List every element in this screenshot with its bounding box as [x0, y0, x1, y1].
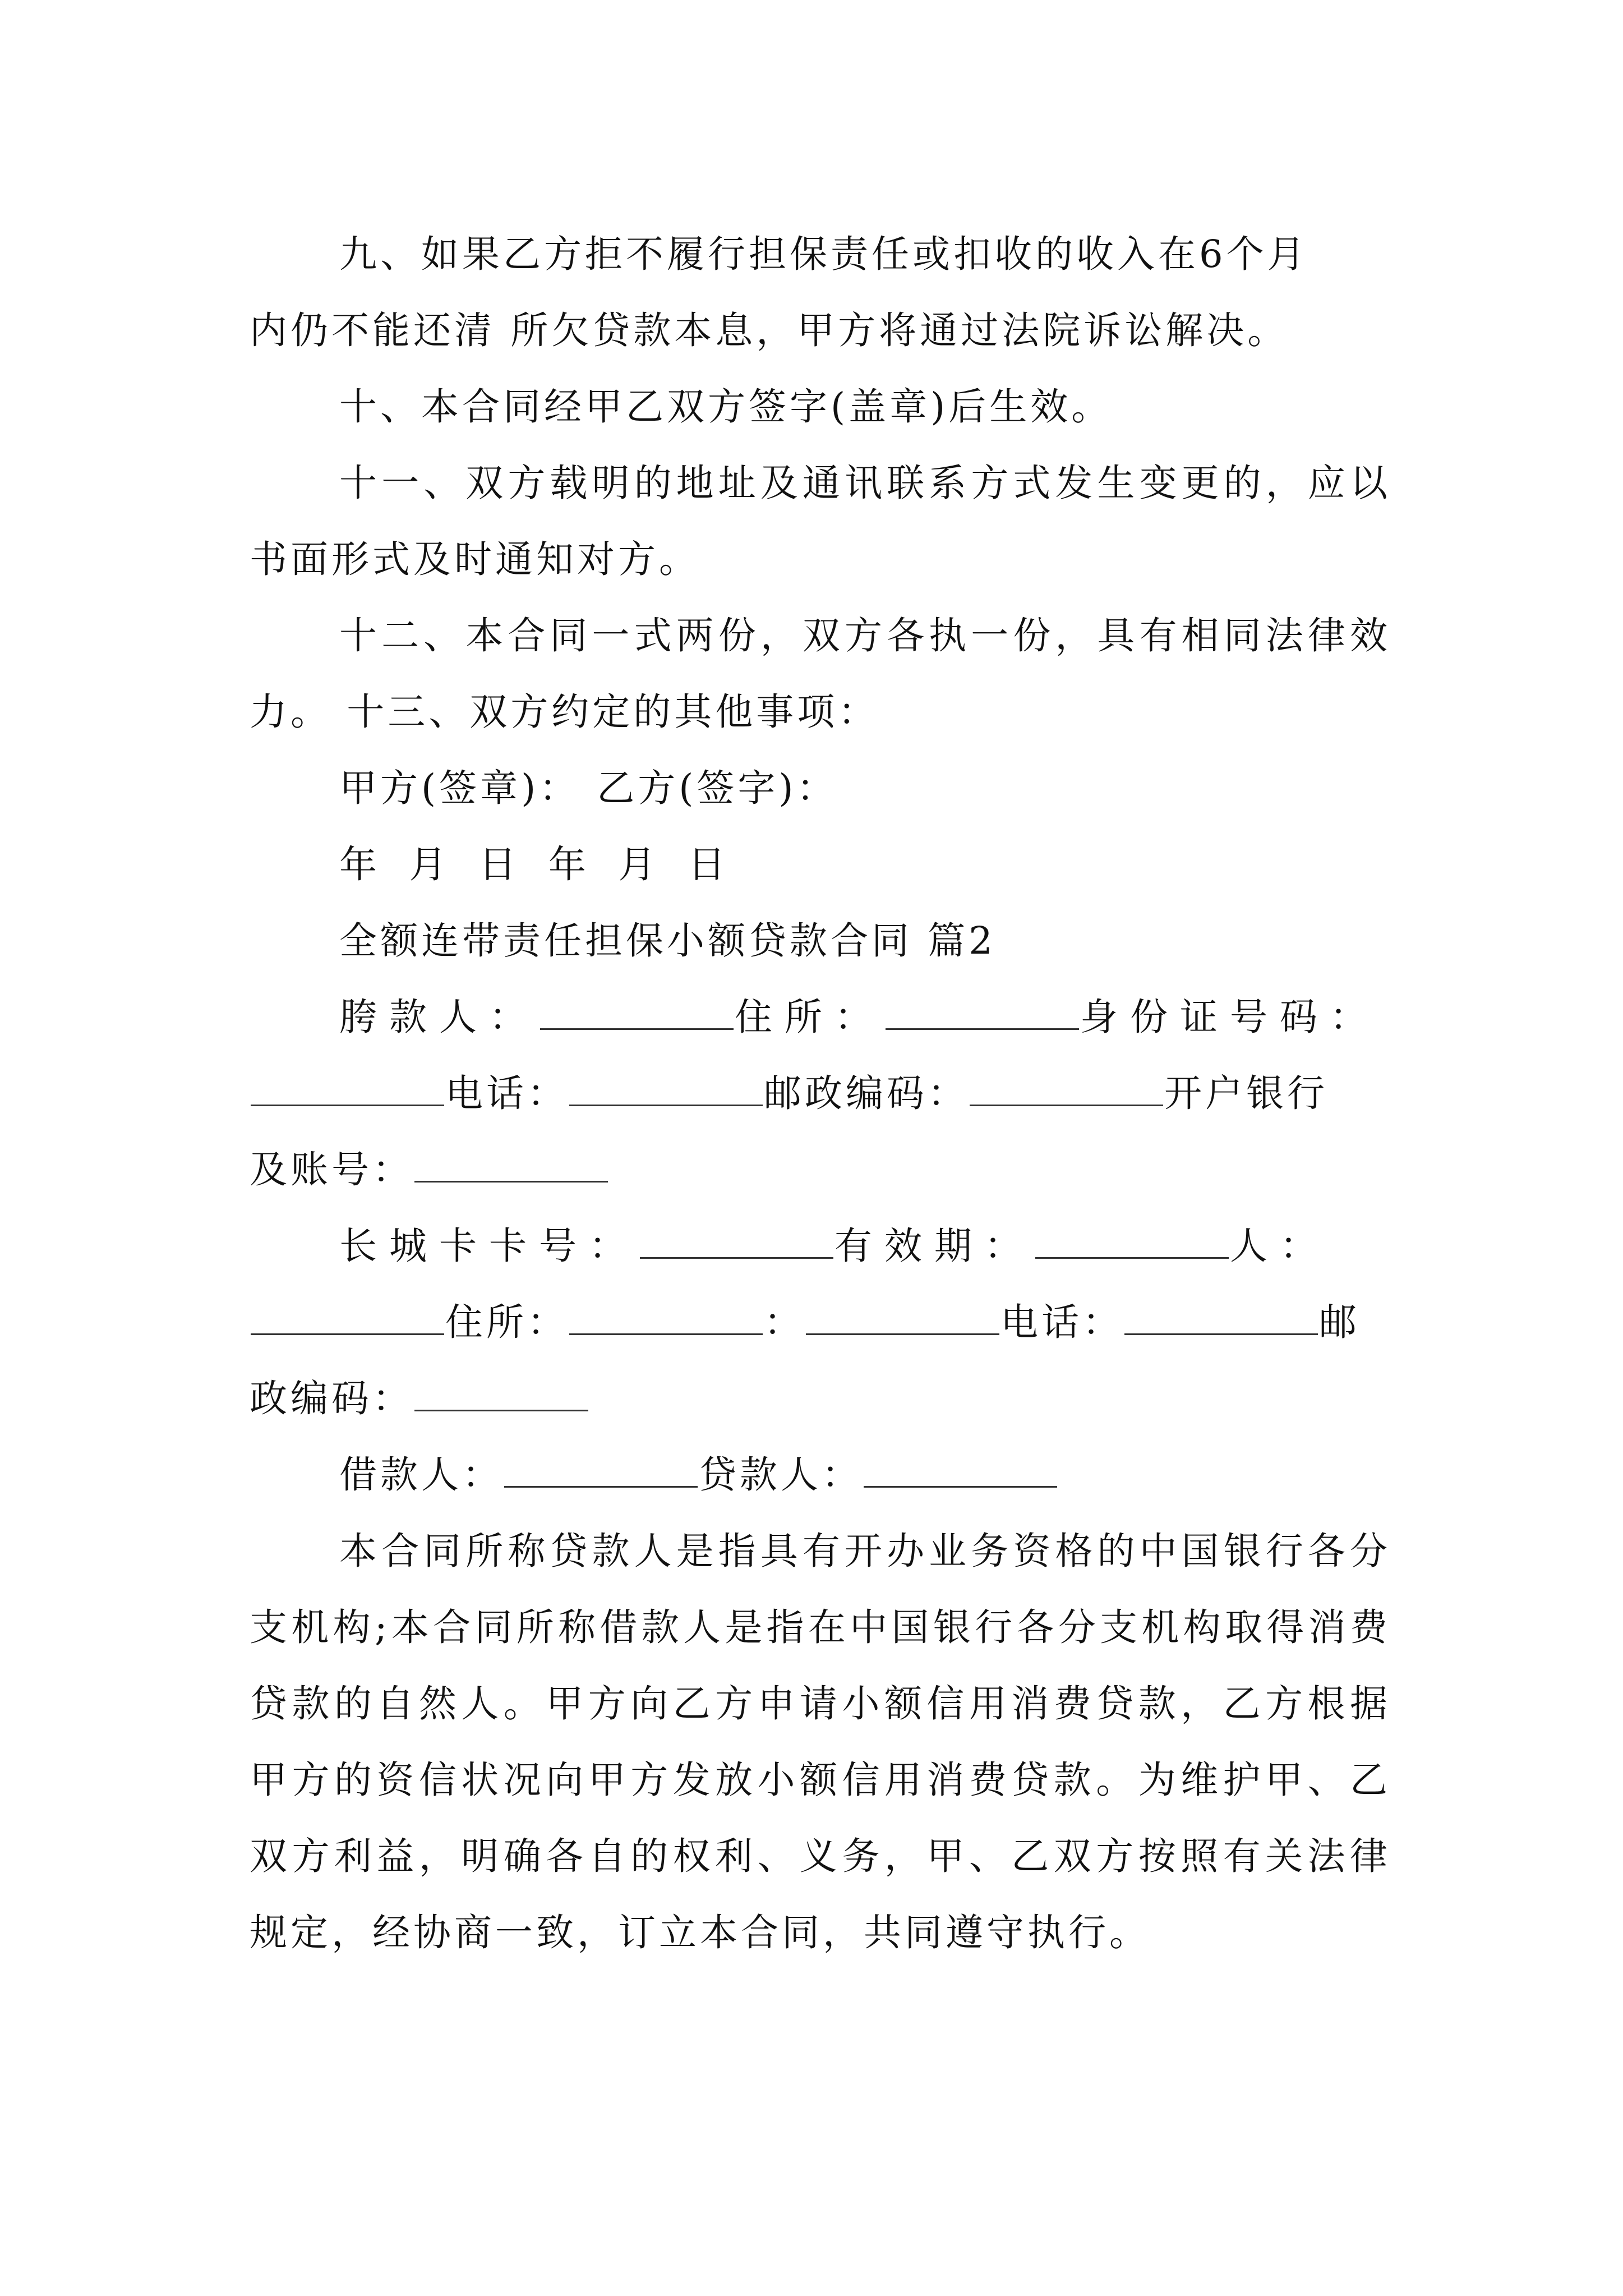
- card-info-block: [250, 1208, 1391, 1437]
- borrower-blank[interactable]: [540, 1026, 734, 1030]
- document-body: [250, 216, 1391, 1971]
- signature-line: [250, 750, 1391, 826]
- postcode2-label-start: 邮: [1319, 1300, 1360, 1344]
- phone-label: 电话：: [445, 1071, 568, 1115]
- borrower-party-blank[interactable]: [504, 1484, 698, 1488]
- lender-party-blank[interactable]: [864, 1484, 1057, 1488]
- parties-line: [250, 1437, 1391, 1513]
- clause-12-13: 十二、本合同一式两份，双方各执一份，具有相同法律效力。 十三、双方约定的其他事项：: [250, 614, 1391, 734]
- intro-paragraph: 本合同所称贷款人是指具有开办业务资格的中国银行各分支机构;本合同所称借款人是指在中国银行各分支机构取得消费贷款的自然人。甲方向乙方申请小额信用消费贷款，乙方根据甲方的资信状况向甲方发放小额信用消费贷款。为维护甲、乙双方利益，明确各自的权利、义务，甲、乙双方按照有关法律规定，经协商一致，订立本合同，共同遵守执行。: [250, 1529, 1391, 1954]
- section-title: 全额连带责任担保小额贷款合同 篇2: [339, 919, 996, 963]
- id-number-label: 身份证号码：: [1080, 995, 1380, 1039]
- card-number-label: 长城卡卡号：: [339, 1224, 639, 1268]
- address-blank[interactable]: [886, 1026, 1079, 1030]
- party-b-signature-label: 乙方(签字)：: [597, 766, 838, 810]
- bank-account-blank[interactable]: [414, 1179, 608, 1182]
- postcode2-blank[interactable]: [414, 1407, 588, 1411]
- card-number-blank[interactable]: [640, 1255, 833, 1259]
- unlabeled-blank[interactable]: [806, 1331, 999, 1335]
- date-line: 年 月 日 年 月 日: [339, 843, 729, 886]
- clause-9: [250, 216, 1391, 369]
- address2-label: 住所：: [445, 1300, 568, 1344]
- unlabeled-colon: ：: [764, 1300, 805, 1344]
- bank-account-label: 及账号：: [250, 1148, 413, 1191]
- bank-label: 开户银行: [1164, 1071, 1328, 1115]
- person-blank[interactable]: [251, 1331, 444, 1335]
- borrower-party-label: 借款人：: [339, 1453, 503, 1497]
- valid-period-blank[interactable]: [1035, 1255, 1229, 1259]
- borrower-label: 胯款人：: [339, 995, 539, 1039]
- party-a-signature-label: 甲方(签章)：: [339, 766, 580, 810]
- clause-9-line-1: 九、如果乙方拒不履行担保责任或扣收的收入在6个月: [339, 232, 1308, 276]
- address-label: 住所：: [735, 995, 884, 1039]
- id-number-blank[interactable]: [251, 1102, 444, 1106]
- postcode2-label-end: 政编码：: [250, 1377, 413, 1420]
- lender-party-label: 贷款人：: [699, 1453, 863, 1497]
- postcode-label: 邮政编码：: [764, 1071, 969, 1115]
- phone2-blank[interactable]: [1124, 1331, 1318, 1335]
- borrower-info-block: [250, 979, 1391, 1208]
- phone2-label: 电话：: [1000, 1300, 1123, 1344]
- clause-11: 十一、双方载明的地址及通讯联系方式发生变更的，应以书面形式及时通知对方。: [250, 461, 1391, 581]
- clause-10: 十、本合同经甲乙双方签字(盖章)后生效。: [339, 385, 1113, 429]
- address2-blank[interactable]: [569, 1331, 763, 1335]
- clause-9-line-2: 内仍不能还清 所欠贷款本息，甲方将通过法院诉讼解决。: [250, 309, 1289, 352]
- person-label: 人：: [1230, 1224, 1330, 1268]
- valid-period-label: 有效期：: [834, 1224, 1034, 1268]
- postcode-blank[interactable]: [970, 1102, 1163, 1106]
- phone-blank[interactable]: [569, 1102, 763, 1106]
